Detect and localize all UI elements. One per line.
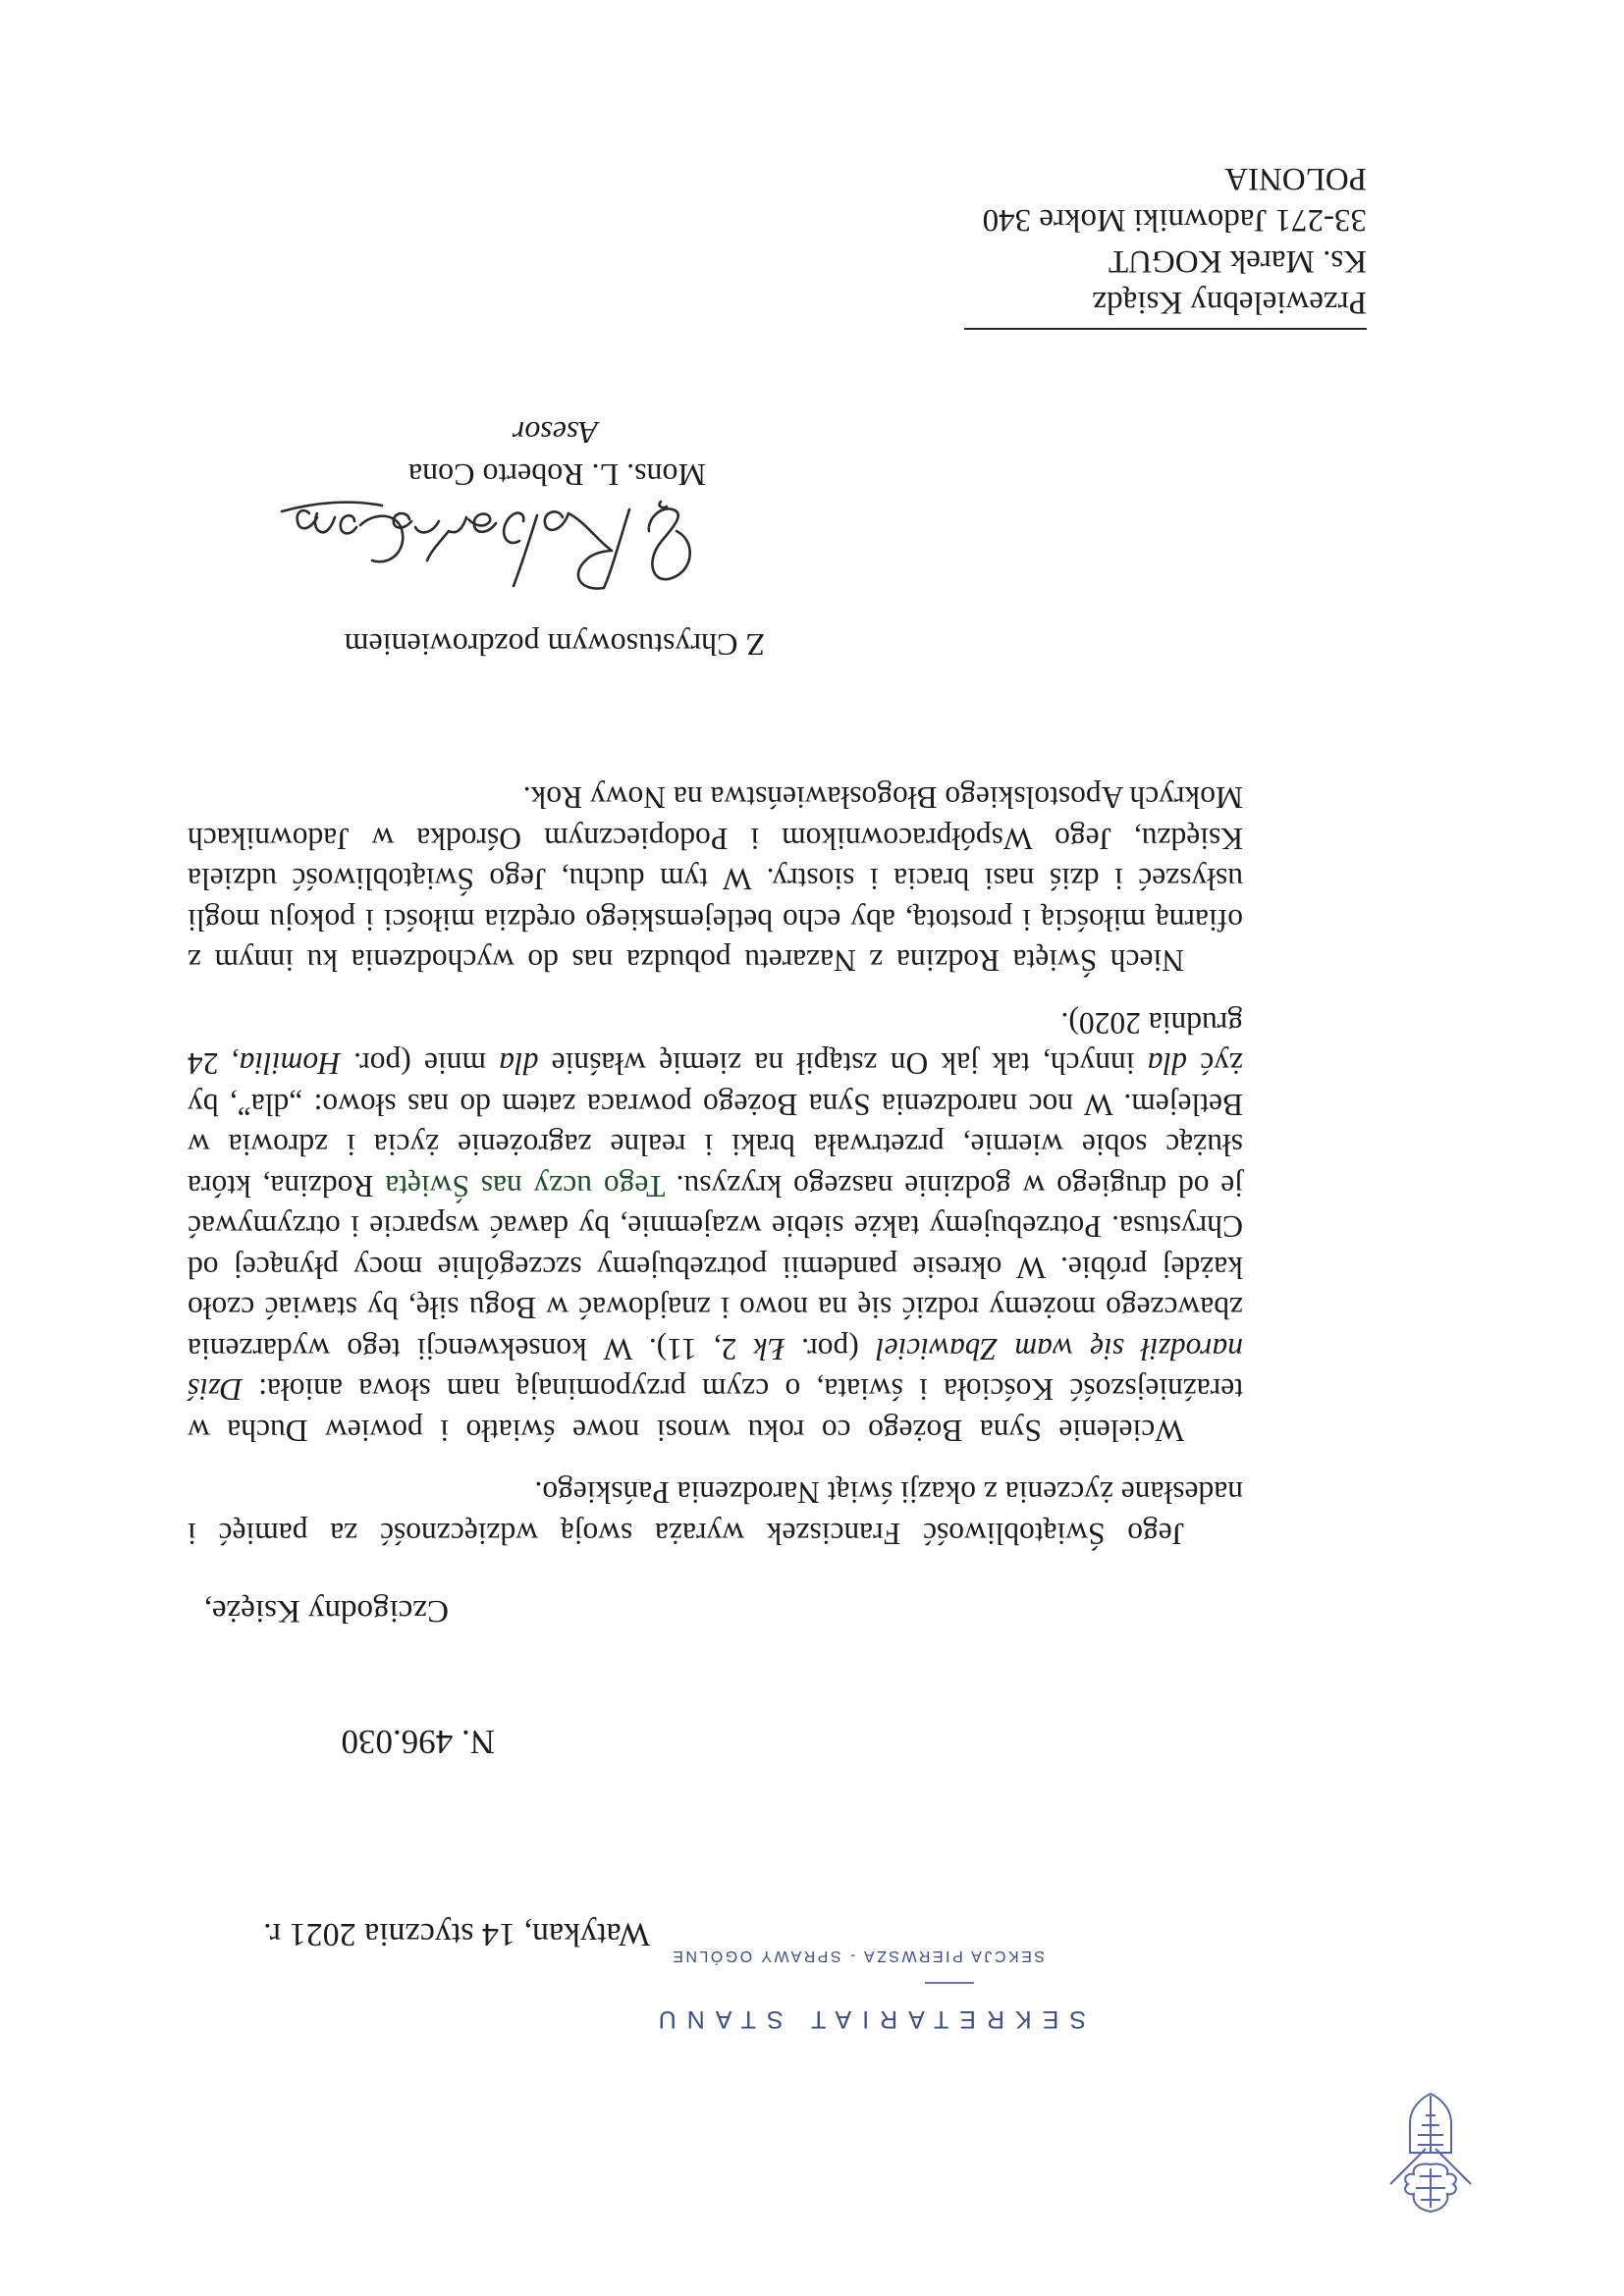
citation-book-italic: Łk xyxy=(753,1332,785,1366)
highlighted-text: Tego uczy nas Święta xyxy=(385,1169,666,1203)
emphasis-italic: dla xyxy=(1147,1046,1188,1082)
paragraph-2-text: 2, 11). W konsekwencji tego wydarzenia zbawczego możemy rodzić się na nowo i znajdować w Bogu siłę, by stawiać czoło każdej próbie. W okresie pandemii potrzebujemy szczególnie mocy płynącej od Chrystusa. Potrzebujemy także siebie wzajemnie, by dawać wsparcie i otrzymywać je od drugiego w godzinie naszego kryzysu. xyxy=(188,1169,1243,1366)
citation-italic: Homilia xyxy=(239,1046,341,1082)
handwritten-signature xyxy=(274,492,706,600)
address-line-2: Ks. Marek KOGUT xyxy=(1108,243,1367,279)
org-name: SEKRETARIAT STANU xyxy=(647,2005,1086,2033)
closing-line: Z Chrystusowym pozdrowieniem xyxy=(344,627,765,663)
reference-number: N. 496.030 xyxy=(341,1723,495,1761)
paragraph-2-text: Wcielenie Syna Bożego co roku wnosi nowe światło i powiew Ducha w teraźniejszość Kościoła i świata, o czym przypominają nam słowa anioła: xyxy=(188,1372,1243,1448)
paragraph-2 xyxy=(188,1003,1243,1452)
paragraph-2-text: mnie (por. xyxy=(340,1046,500,1082)
date-line: Watykan, 14 stycznia 2021 r. xyxy=(263,1916,650,1952)
paragraph-1: Jego Świątobliwość Franciszek wyraża swoją wdzięczność za pamięć i nadesłane życzenia z okazji świąt Narodzenia Pańskiego. xyxy=(188,1475,1243,1551)
signer-name: Mons. L. Roberto Cona xyxy=(407,457,706,493)
recipient-address xyxy=(983,158,1367,323)
paragraph-2-text: Rodzina, która służąc sobie wiernie, przetrwała braki i realne zagrożenie życia i zdrowia w Betlejem. W noc narodzenia Syna Bożego powraca zatem do nas słowo: „dla”, by żyć xyxy=(188,1046,1243,1203)
emphasis-italic: dla xyxy=(499,1046,539,1082)
letter-body xyxy=(188,756,1243,1554)
address-line-4: POLONIA xyxy=(1224,161,1367,196)
paragraph-2-text: innych, tak jak On zstąpił na ziemię właśnie xyxy=(538,1046,1148,1082)
org-section: SEKCJA PIERWSZA - SPRAWY OGÓLNE xyxy=(670,1948,1045,1964)
paragraph-2-text: , 24 grudnia 2020). xyxy=(187,1006,1243,1082)
signer-title: Asesor xyxy=(512,415,598,451)
org-divider xyxy=(925,1982,974,1984)
paragraph-3: Niech Święta Rodzina z Nazaretu pobudza nas do wychodzenia ku innym z ofiarną miłością i prostotą, aby echo betlejemskiego orędzia miłości i pokoju mogli usłyszeć i dziś nasi bracia i siostry. W tym duchu, Jego Świątobliwość udziela Księdzu, Jego Współpracownikom i Podopiecznym Ośrodka w Jadownikach Mokrych Apostolskiego Błogosławieństwa na Nowy Rok. xyxy=(188,780,1243,979)
address-line-3: 33-271 Jadowniki Mokre 340 xyxy=(982,202,1367,238)
address-divider xyxy=(964,328,1367,330)
quote-italic: Dziś narodził się wam Zbawiciel xyxy=(188,1332,1243,1408)
paragraph-2-text: (por. xyxy=(784,1332,876,1366)
papal-coat-of-arms-icon xyxy=(1377,2090,1485,2217)
address-line-1: Przewielebny Ksiądz xyxy=(1092,285,1367,320)
salutation: Czcigodny Księże, xyxy=(203,1593,449,1629)
